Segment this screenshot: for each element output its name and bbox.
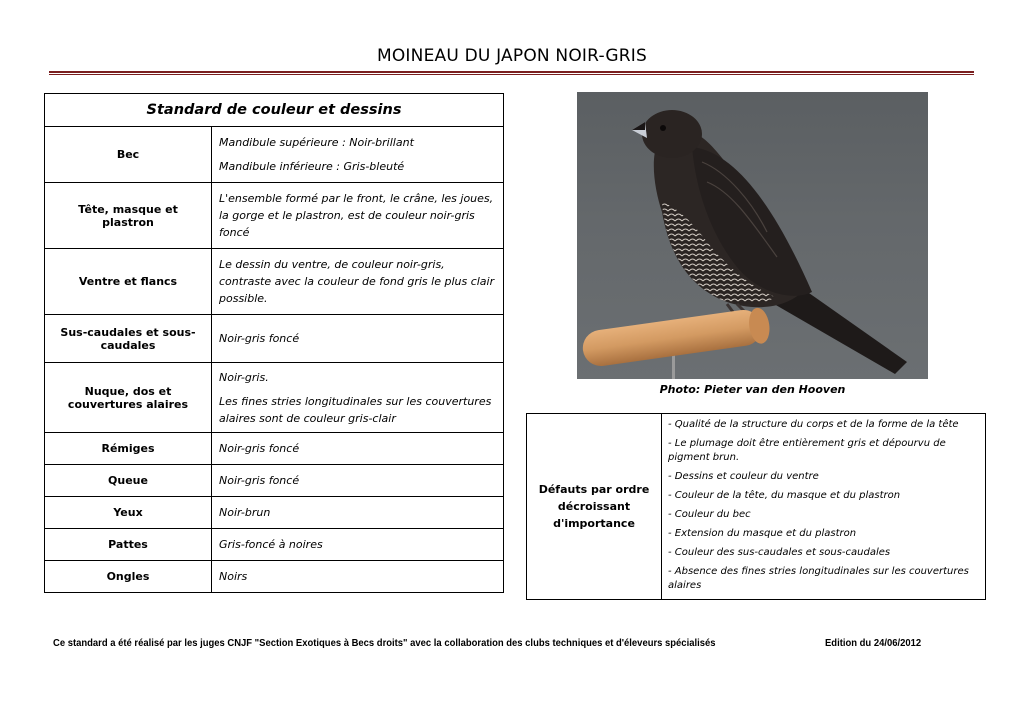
standard-row-value — [212, 249, 504, 315]
bird-photo — [577, 92, 928, 379]
standard-table — [44, 93, 504, 593]
title-divider — [49, 71, 974, 75]
standard-row-value — [212, 561, 504, 593]
defect-item: - Extension du masque et du plastron — [668, 528, 857, 539]
standard-value-line: Noirs — [219, 570, 248, 583]
defects-list — [668, 418, 979, 593]
defect-item: - Couleur des sus-caudales et sous-caudales — [668, 547, 891, 558]
standard-row — [45, 529, 504, 561]
standard-value-line: L'ensemble formé par le front, le crâne, les joues, la gorge et le plastron, est de couleur noir-gris foncé — [219, 192, 494, 239]
standard-row — [45, 497, 504, 529]
defect-item: - Couleur de la tête, du masque et du plastron — [668, 490, 901, 501]
defect-item: - Le plumage doit être entièrement gris et dépourvu de pigment brun. — [668, 438, 946, 463]
defect-item: - Absence des fines stries longitudinales sur les couvertures alaires — [668, 566, 969, 591]
standard-value-line: Les fines stries longitudinales sur les couvertures alaires sont de couleur gris-clair — [219, 394, 492, 425]
defect-item: - Couleur du bec — [668, 509, 751, 520]
standard-value-line: Noir-gris foncé — [219, 442, 300, 455]
standard-value-line: Le dessin du ventre, de couleur noir-gris, contraste avec la couleur de fond gris le plus clair possible. — [219, 258, 495, 305]
standard-row-label: Nuque, dos et couvertures alaires — [45, 363, 212, 433]
standard-value-line: Gris-foncé à noires — [219, 538, 323, 551]
standard-table-heading: Standard de couleur et dessins — [45, 94, 504, 127]
standard-row — [45, 315, 504, 363]
standard-row-label: Rémiges — [45, 433, 212, 465]
standard-value-line: Mandibule supérieure : Noir-brillant — [219, 136, 414, 149]
standard-row-value — [212, 183, 504, 249]
standard-row-label: Tête, masque et plastron — [45, 183, 212, 249]
standard-value-line: Mandibule inférieure : Gris-bleuté — [219, 160, 405, 173]
standard-row-value — [212, 497, 504, 529]
standard-row — [45, 433, 504, 465]
standard-row — [45, 183, 504, 249]
standard-row-value — [212, 363, 504, 433]
standard-row-label: Bec — [45, 127, 212, 183]
standard-row-value — [212, 315, 504, 363]
defects-list-cell — [662, 414, 986, 600]
standard-row — [45, 249, 504, 315]
standard-row-label: Pattes — [45, 529, 212, 561]
standard-value-line: Noir-gris. — [219, 370, 269, 384]
standard-row — [45, 363, 504, 433]
standard-row-value — [212, 433, 504, 465]
standard-row-label: Ongles — [45, 561, 212, 593]
standard-row-label: Yeux — [45, 497, 212, 529]
standard-value-line: Noir-gris foncé — [219, 474, 300, 487]
defects-label: Défauts par ordre décroissant d'importance — [527, 414, 662, 600]
standard-value-line: Noir-gris foncé — [219, 332, 300, 345]
standard-row-label: Ventre et flancs — [45, 249, 212, 315]
defect-item: - Dessins et couleur du ventre — [668, 471, 819, 482]
standard-row — [45, 561, 504, 593]
photo-caption: Photo: Pieter van den Hooven — [659, 383, 846, 396]
standard-value-line: Noir-brun — [219, 506, 271, 519]
standard-row — [45, 465, 504, 497]
footer-credit: Ce standard a été réalisé par les juges CNJF "Section Exotiques à Becs droits" avec la collaboration des clubs techniques et d'éleveurs spécialisés — [53, 637, 716, 649]
page-title: MOINEAU DU JAPON NOIR-GRIS — [376, 46, 647, 66]
standard-row-label: Queue — [45, 465, 212, 497]
footer-edition: Edition du 24/06/2012 — [825, 637, 922, 649]
standard-row-value — [212, 529, 504, 561]
bird-illustration — [577, 92, 928, 379]
standard-table-body — [45, 94, 504, 593]
defect-item: - Qualité de la structure du corps et de la forme de la tête — [668, 419, 959, 430]
standard-row — [45, 127, 504, 183]
standard-row-value — [212, 127, 504, 183]
defects-table — [526, 413, 986, 600]
standard-row-value — [212, 465, 504, 497]
standard-row-label: Sus-caudales et sous-caudales — [45, 315, 212, 363]
